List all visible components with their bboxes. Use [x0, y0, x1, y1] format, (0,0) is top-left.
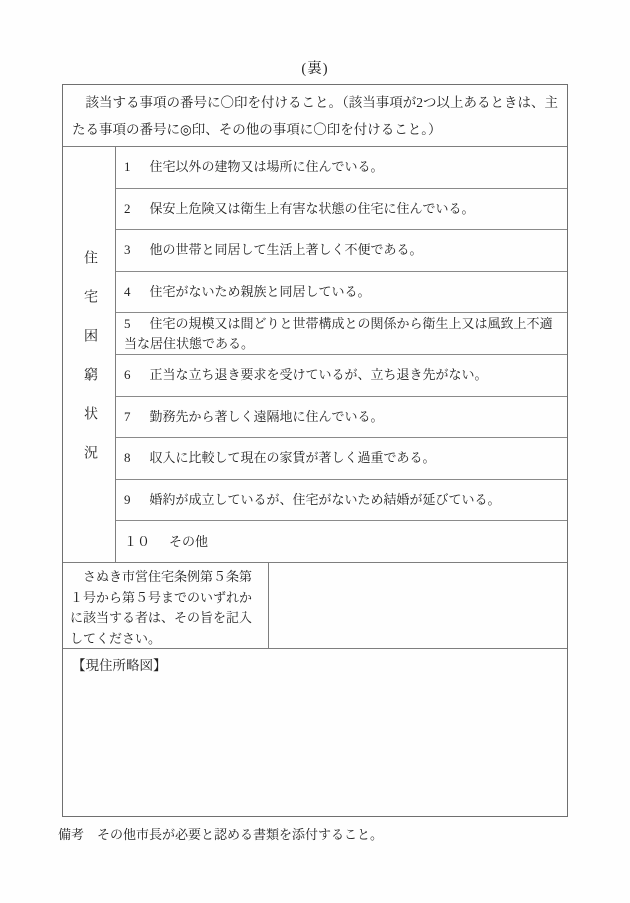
ordinance-note-text: さぬき市営住宅条例第５条第１号から第５号までのいずれかに該当する者は、その旨を記入してください。 — [63, 563, 269, 648]
item-row — [116, 229, 567, 271]
item-text: 住宅の規模又は間どりと世帯構成との関係から衛生上又は風致上不適当な居住状態である。 — [124, 315, 553, 351]
item-row — [116, 396, 567, 438]
instruction-text: 該当する事項の番号に〇印を付けること。（該当事項が2つ以上あるときは、主たる事項の番号に◎印、その他の事項に〇印を付けること。） — [72, 95, 558, 137]
item-text: 他の世帯と同居して生活上著しく不便である。 — [149, 242, 423, 258]
ordinance-section — [63, 562, 567, 648]
item-number: 1 — [124, 159, 131, 175]
item-text: 正当な立ち退き要求を受けているが、立ち退き先がない。 — [149, 367, 488, 383]
item-text: 勤務先から著しく遠隔地に住んでいる。 — [149, 408, 384, 424]
current-address-sketch-area — [63, 648, 567, 816]
item-number: １０ — [124, 533, 151, 549]
item-row — [116, 312, 567, 354]
item-number: 4 — [124, 284, 131, 300]
item-row — [116, 354, 567, 396]
item-number: 7 — [124, 408, 131, 424]
item-row — [116, 188, 567, 230]
page-title: (裏) — [301, 61, 329, 77]
item-number: 6 — [124, 367, 131, 383]
housing-status-header-label: 住宅困窮状況 — [82, 250, 97, 484]
item-text: 住宅以外の建物又は場所に住んでいる。 — [149, 159, 384, 175]
item-number: 5 — [124, 315, 131, 331]
item-row — [116, 520, 567, 562]
item-row — [116, 271, 567, 313]
item-number: 2 — [124, 200, 131, 216]
housing-status-header-cell — [63, 147, 116, 562]
item-text: 住宅がないため親族と同居している。 — [149, 284, 371, 300]
item-number: 3 — [124, 242, 131, 258]
item-row — [116, 437, 567, 479]
housing-status-section — [63, 146, 567, 562]
ordinance-entry-cell — [269, 563, 567, 648]
housing-status-items — [116, 147, 567, 562]
item-row — [116, 147, 567, 188]
remarks-note: 備考 その他市長が必要と認める書類を添付すること。 — [58, 827, 384, 842]
item-text: 収入に比較して現在の家賃が著しく過重である。 — [149, 450, 436, 466]
housing-hardship-form-table — [62, 84, 568, 817]
item-text: 婚約が成立しているが、住宅がないため結婚が延びている。 — [149, 492, 501, 508]
item-number: 9 — [124, 492, 131, 508]
item-text: その他 — [169, 533, 209, 549]
item-text: 保安上危険又は衛生上有害な状態の住宅に住んでいる。 — [149, 200, 475, 216]
item-row — [116, 479, 567, 521]
sketch-label: 【現住所略図】 — [72, 658, 167, 673]
item-number: 8 — [124, 450, 131, 466]
